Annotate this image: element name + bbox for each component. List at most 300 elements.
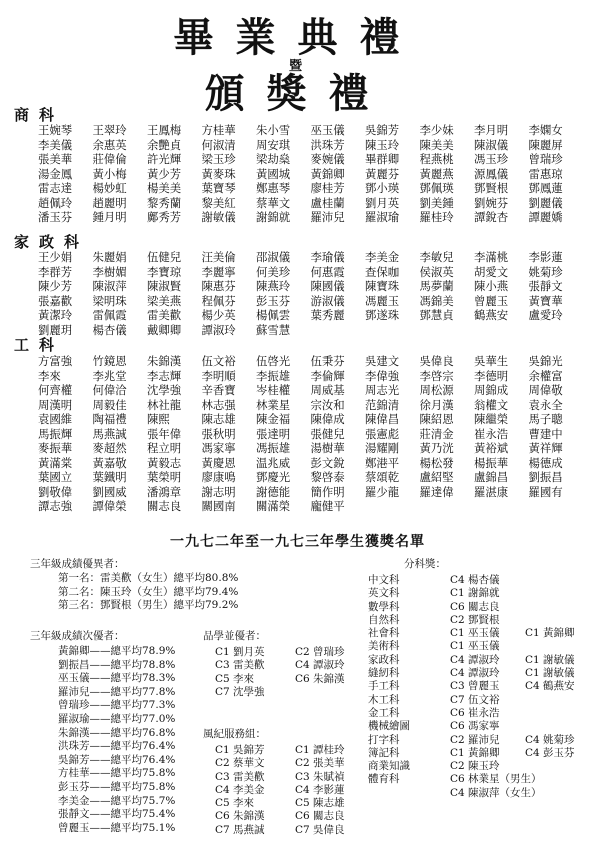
- student-name: 李滿桃: [474, 250, 509, 264]
- student-name: 張健兒: [310, 426, 345, 441]
- discipline-entry: C5 李來: [215, 797, 255, 810]
- student-name: 黃乃洸: [419, 441, 454, 455]
- student-name: 李嫻女: [528, 123, 563, 137]
- student-name: 張美華: [38, 152, 73, 166]
- subject-name: 體育科: [368, 773, 400, 786]
- student-name: 陳繼榮: [474, 412, 509, 426]
- student-name: 畢群卿: [365, 152, 400, 166]
- second-row: 曾瑞珍——總平均77.3%: [58, 699, 176, 712]
- student-name: 陳玉玲: [365, 137, 400, 152]
- student-name: 李麗寧: [201, 264, 236, 279]
- student-name: 葉秀麗: [310, 308, 345, 322]
- student-name: 關志良: [147, 499, 182, 513]
- student-name: 余惠英: [92, 137, 127, 152]
- conduct-entry: C6 朱錦漢: [295, 672, 345, 685]
- student-name: 馮麗玉: [365, 293, 400, 308]
- top3-text: 鄧賢根（男生）總平均79.2%: [100, 599, 239, 612]
- student-name: 湯耀剛: [365, 441, 400, 455]
- ceremony-title-conjunction: 暨: [289, 59, 303, 74]
- student-name: 馮振雄: [256, 441, 291, 455]
- student-name: 黃裕斌: [474, 441, 509, 455]
- student-name: 蔡華文: [256, 195, 291, 210]
- discipline-row: [215, 784, 375, 797]
- student-name: 潘玉芬: [38, 210, 73, 224]
- student-name: 岑桂權: [256, 383, 291, 397]
- student-name: 楊杏儀: [92, 322, 127, 337]
- student-name: 周錦成: [474, 383, 509, 397]
- discipline-entry: C2 張美華: [295, 757, 345, 770]
- second-list: [58, 645, 175, 835]
- student-name: 劉麗儀: [528, 195, 563, 210]
- subject-winner: C1 巫玉儀: [450, 640, 500, 653]
- student-name: 陳美美: [419, 137, 454, 152]
- student-name: 廖康鳴: [201, 470, 236, 484]
- student-name: 伍秉芬: [310, 354, 345, 368]
- student-name: 陳淑萍: [92, 279, 127, 293]
- discipline-entry: C1 譚桂玲: [295, 744, 345, 756]
- conduct-row: [215, 686, 375, 699]
- student-name: 李振雄: [256, 368, 291, 383]
- student-name: 譚麗嬌: [528, 210, 563, 224]
- student-name: 劉國威: [92, 484, 127, 499]
- subject-winner: C3 曾麗玉: [450, 680, 500, 693]
- student-name: 黃麗燕: [419, 166, 454, 181]
- subject-winner: C4 譚淑玲: [450, 667, 500, 680]
- student-name: 李樹媚: [92, 264, 127, 279]
- subject-name: 手工科: [368, 680, 400, 693]
- student-name: 李月明: [474, 123, 509, 137]
- discipline-entry: C3 雷美歡: [215, 770, 265, 783]
- subject-winner: C1 黃錦卿: [450, 746, 500, 759]
- student-name: 梁玉珍: [201, 152, 236, 166]
- student-name: 方桂華: [201, 123, 236, 137]
- student-name: 林業星: [256, 397, 291, 412]
- student-name: 盧紹堅: [419, 470, 454, 484]
- student-name: 盧錦昌: [474, 470, 509, 484]
- student-name: 吳偉良: [419, 354, 454, 368]
- student-name: 沈學強: [147, 383, 182, 397]
- subject-name: 美術科: [368, 640, 400, 653]
- student-name: 黃小梅: [92, 166, 127, 181]
- subject-row: [368, 773, 575, 786]
- subject-row: [368, 601, 575, 614]
- student-name: 張達明: [256, 426, 291, 441]
- discipline-row: [215, 797, 375, 810]
- second-label: 三年級成績次優者：: [30, 630, 125, 642]
- subject-name: 縫紉科: [368, 667, 400, 680]
- student-name: 鄧佩瑛: [419, 181, 454, 195]
- subject-row: [368, 574, 575, 587]
- student-name: 麥婉儀: [310, 152, 345, 166]
- student-name: 游淑儀: [310, 293, 345, 308]
- section-label-commerce: 商科: [14, 106, 65, 124]
- student-name: 黎啓泰: [310, 470, 345, 484]
- conduct-entry: C4 譚淑玲: [295, 659, 345, 672]
- student-name: 曾瑞珍: [528, 152, 563, 166]
- student-name: 李瑜儀: [310, 250, 345, 264]
- student-name: 黃麥珠: [201, 166, 236, 181]
- student-name: 龐健平: [310, 499, 345, 513]
- discipline-entry: C6 關志良: [295, 810, 345, 823]
- student-name: 梁劫燊: [256, 152, 291, 166]
- second-row: 張靜文——總平均75.4%: [58, 808, 176, 821]
- student-name: 劉美鍾: [419, 195, 454, 210]
- subject-label: 分科獎：: [404, 558, 446, 570]
- student-name: 雷美歡: [147, 308, 182, 322]
- student-name: 陳少芳: [38, 279, 73, 293]
- student-name: 林社龍: [147, 397, 182, 412]
- student-name: 鍾月明: [92, 210, 127, 224]
- student-name: 周志光: [365, 383, 400, 397]
- student-name: 謝志明: [201, 484, 236, 499]
- conduct-list: [215, 646, 375, 699]
- subject-row: [368, 707, 575, 720]
- student-name: 程佩芬: [201, 293, 236, 308]
- student-name: 黎秀蘭: [147, 195, 182, 210]
- subject-row: [368, 587, 575, 600]
- student-name: 陳偉成: [310, 412, 345, 426]
- student-name: 余權富: [528, 368, 563, 383]
- student-name: 劉婉芬: [474, 195, 509, 210]
- section-label-industry: 工科: [14, 336, 65, 354]
- discipline-entry: C4 李影蓮: [295, 783, 345, 796]
- student-name: 謝敏儀: [201, 210, 236, 224]
- student-name: 蔡頌乾: [365, 470, 400, 484]
- student-name: 程立明: [147, 441, 182, 455]
- student-name: 謝德能: [256, 484, 291, 499]
- student-name: 張靜文: [528, 279, 563, 293]
- student-name: 羅國有: [528, 484, 563, 499]
- subject-name: 家政科: [368, 653, 400, 666]
- student-name: 楊德成: [528, 455, 563, 470]
- student-name: 廖桂芳: [310, 181, 345, 195]
- student-name: 何惠霞: [310, 264, 345, 279]
- conduct-entry: C2 曾瑞珍: [295, 646, 345, 658]
- subject-row: [368, 667, 575, 680]
- top3-rank: 第三名：: [58, 599, 100, 612]
- subject-name: 簿記科: [368, 746, 400, 759]
- student-name: 劉麗玥: [38, 322, 73, 337]
- discipline-entry: C3 朱賦禎: [295, 770, 345, 783]
- student-name: 葉寶琴: [201, 181, 236, 195]
- discipline-entry: C1 吳錦芳: [215, 744, 265, 756]
- student-name: 黃滿棠: [38, 455, 73, 470]
- student-name: 張嘉歡: [38, 293, 73, 308]
- student-name: 李倫輝: [310, 368, 345, 383]
- second-row: 巫玉儀——總平均78.3%: [58, 672, 176, 685]
- student-name: 楊少英: [201, 308, 236, 322]
- student-name: 潘鴻章: [147, 484, 182, 499]
- student-name: 李啓宗: [419, 368, 454, 383]
- student-name: 盧愛玲: [528, 308, 563, 322]
- subject-winner: C4 楊杏儀: [450, 574, 500, 586]
- student-name: 林志强: [201, 397, 236, 412]
- student-name: 張秋明: [201, 426, 236, 441]
- student-name: 何偉洽: [92, 383, 127, 397]
- student-name: 陳國儀: [310, 279, 345, 293]
- student-name: 張憲彪: [365, 426, 400, 441]
- ceremony-title-graduation: 畢業典禮: [173, 14, 422, 61]
- student-name: 李志輝: [147, 368, 182, 383]
- student-name: 黃錦卿: [310, 166, 345, 181]
- top3-row: [58, 572, 238, 586]
- student-name: 梁美燕: [147, 293, 182, 308]
- student-name: 朱麗娟: [92, 250, 127, 264]
- subject-winner: C1 謝錦就: [450, 587, 500, 600]
- student-name: 梁明珠: [92, 293, 127, 308]
- student-name: 麥振華: [38, 441, 73, 455]
- student-name: 鄧小瑛: [365, 181, 400, 195]
- student-name: 鄧慶光: [256, 470, 291, 484]
- student-name: 葉國立: [38, 470, 73, 484]
- student-name: 李群芳: [38, 264, 73, 279]
- subject-name: 機械繪圖: [368, 720, 410, 733]
- student-name: 陳燕玲: [256, 279, 291, 293]
- student-name: 羅達偉: [419, 484, 454, 499]
- student-name: 源鳳儀: [474, 166, 509, 181]
- student-name: 伍健兒: [147, 250, 182, 264]
- student-name: 周松源: [419, 383, 454, 397]
- student-name: 陳麗屏: [528, 137, 563, 152]
- student-name: 程燕桃: [419, 152, 454, 166]
- student-name: 李兆堂: [92, 368, 127, 383]
- subject-row: [368, 720, 575, 733]
- student-name: 汪美倫: [201, 250, 236, 264]
- student-name: 胡愛文: [474, 264, 509, 279]
- student-name: 馬振輝: [38, 426, 73, 441]
- student-name: 黃慶恩: [201, 455, 236, 470]
- student-name: 關國南: [201, 499, 236, 513]
- student-name: 何齊權: [38, 383, 73, 397]
- student-name: 陳熙: [147, 412, 170, 426]
- student-name: 雷志達: [38, 181, 73, 195]
- student-name: 伍文裕: [201, 354, 236, 368]
- subject-row: [368, 787, 575, 800]
- student-name: 馮家寧: [201, 441, 236, 455]
- student-name: 曹建中: [528, 426, 563, 441]
- student-name: 李美儀: [38, 137, 73, 152]
- discipline-entry: C7 馬燕誠: [215, 823, 265, 836]
- discipline-row: [215, 824, 375, 837]
- student-name: 周偉敬: [528, 383, 563, 397]
- student-name: 黃麗芬: [365, 166, 400, 181]
- subject-row: [368, 627, 575, 640]
- student-name: 楊妙虹: [92, 181, 127, 195]
- student-name: 陳淑儀: [474, 137, 509, 152]
- subject-row: [368, 654, 575, 667]
- student-name: 馬燕誠: [92, 426, 127, 441]
- student-name: 李影蓮: [528, 250, 563, 264]
- student-name: 陳偉昌: [365, 412, 400, 426]
- discipline-row: [215, 810, 375, 823]
- subject-name: 中文科: [368, 574, 400, 586]
- subject-winner: C7 伍文裕: [450, 693, 500, 706]
- student-name: 湯金鳳: [38, 166, 73, 181]
- student-name: 鄧遂珠: [365, 308, 400, 322]
- discipline-row: [215, 757, 375, 770]
- subject-winner: C2 羅沛兒: [450, 733, 500, 746]
- student-name: 許光輝: [147, 152, 182, 166]
- student-name: 鄧鳳蓮: [528, 181, 563, 195]
- top3-list: [58, 572, 238, 613]
- student-name: 馮錦美: [419, 293, 454, 308]
- conduct-entry: C3 雷美歡: [215, 659, 265, 672]
- name-grid-industry: [38, 354, 583, 514]
- student-name: 羅淑瑜: [365, 210, 400, 224]
- subject-row: [368, 694, 575, 707]
- student-name: 李德明: [474, 368, 509, 383]
- student-name: 竹鏡恩: [92, 354, 127, 368]
- student-name: 麥超然: [92, 441, 127, 455]
- discipline-row: [215, 771, 375, 784]
- student-name: 馬子聰: [528, 412, 563, 426]
- student-name: 鄧慧貞: [419, 308, 454, 322]
- subject-row: [368, 747, 575, 760]
- name-grid-commerce: [38, 123, 583, 225]
- student-name: 范錦清: [365, 397, 400, 412]
- second-row: 羅沛兒——總平均77.8%: [58, 685, 176, 698]
- student-name: 宗汝和: [310, 397, 345, 412]
- second-row: 朱錦漢——總平均76.8%: [58, 726, 176, 739]
- discipline-entry: C6 朱錦漢: [215, 810, 265, 823]
- student-name: 鄭惠琴: [256, 181, 291, 195]
- student-name: 張年偉: [147, 426, 182, 441]
- student-name: 吳錦光: [528, 354, 563, 368]
- student-name: 陳小燕: [474, 279, 509, 293]
- second-row: 黃錦卿——總平均78.9%: [58, 645, 176, 657]
- student-name: 莊清金: [419, 426, 454, 441]
- student-name: 黎美紅: [201, 195, 236, 210]
- conduct-row: [215, 673, 375, 686]
- top3-text: 陳玉玲（女生）總平均79.4%: [100, 585, 239, 598]
- second-row: 李美金——總平均75.7%: [58, 794, 176, 807]
- conduct-entry: C7 沈學強: [215, 685, 265, 698]
- student-name: 楊美美: [147, 181, 182, 195]
- student-name: 鄭港平: [365, 455, 400, 470]
- second-row: 洪珠芳——總平均76.4%: [58, 740, 176, 753]
- subject-winner: C6 崔永浩: [450, 706, 500, 719]
- student-name: 趙麗明: [92, 195, 127, 210]
- student-name: 余艷貞: [147, 137, 182, 152]
- ceremony-title-prize: 頒獎禮: [204, 70, 391, 117]
- second-row: 彭玉芬——總平均75.8%: [58, 780, 176, 793]
- subject-winner: C2 陳玉玲: [450, 760, 500, 773]
- second-row: 方桂華——總平均75.8%: [58, 767, 176, 780]
- subject-winner: C4 譚淑玲: [450, 653, 500, 666]
- student-name: 黃毅志: [147, 455, 182, 470]
- student-name: 徐月漢: [419, 397, 454, 412]
- student-name: 楊佩雲: [256, 308, 291, 322]
- student-name: 陶福禮: [92, 412, 127, 426]
- second-row: 劉振昌——總平均78.8%: [58, 658, 176, 671]
- student-name: 黃嘉敬: [92, 455, 127, 470]
- discipline-label: 風紀服務組：: [203, 728, 266, 740]
- student-name: 翁權文: [474, 397, 509, 412]
- discipline-list: [215, 744, 375, 837]
- subject-winner: C6 關志良: [450, 600, 500, 613]
- subject-row: [368, 760, 575, 773]
- subject-name: 自然科: [368, 613, 400, 626]
- student-name: 侯淑英: [419, 264, 454, 279]
- student-name: 伍啓光: [256, 354, 291, 368]
- student-name: 陳志雄: [201, 412, 236, 426]
- student-name: 何淑清: [201, 137, 236, 152]
- student-name: 吳華生: [474, 354, 509, 368]
- student-name: 黃潔玲: [38, 308, 73, 322]
- subject-winner-2: C4 鶴燕安: [525, 680, 575, 693]
- subject-name: 數學科: [368, 600, 400, 613]
- discipline-entry: C5 陳志雄: [295, 797, 345, 810]
- name-grid-domestic: [38, 250, 583, 337]
- subject-winner-2: C1 黃錦卿: [525, 627, 575, 640]
- second-row: 吳錦芳——總平均76.4%: [58, 753, 176, 766]
- student-name: 李偉強: [365, 368, 400, 383]
- student-name: 譚志強: [38, 499, 73, 513]
- top3-row: [58, 599, 238, 613]
- student-name: 姚菊珍: [528, 264, 563, 279]
- student-name: 袁國維: [38, 412, 73, 426]
- student-name: 雷佩霞: [92, 308, 127, 322]
- student-name: 邵淑儀: [256, 250, 291, 264]
- subject-winner-2: C4 彭玉芬: [525, 746, 575, 759]
- subject-name: 英文科: [368, 587, 400, 600]
- student-name: 辛香寶: [201, 383, 236, 397]
- conduct-entry: C1 劉月英: [215, 646, 265, 658]
- second-row: 羅淑瑜——總平均77.0%: [58, 712, 176, 725]
- discipline-entry: C4 李美金: [215, 783, 265, 796]
- top3-rank: 第二名：: [58, 585, 100, 598]
- subject-name: 商業知識: [368, 760, 410, 773]
- student-name: 楊松發: [419, 455, 454, 470]
- discipline-row: [215, 744, 375, 757]
- subject-winner-2: C1 謝敏儀: [525, 667, 575, 680]
- second-row: 曾麗玉——總平均75.1%: [58, 821, 176, 834]
- subject-row: [368, 640, 575, 653]
- student-name: 關滿榮: [256, 499, 291, 513]
- student-name: 盧桂蘭: [310, 195, 345, 210]
- student-name: 葉鐵明: [92, 470, 127, 484]
- student-name: 葉榮明: [147, 470, 182, 484]
- student-name: 何美珍: [256, 264, 291, 279]
- top3-text: 雷美歡（女生）總平均80.8%: [100, 572, 239, 584]
- student-name: 羅桂玲: [419, 210, 454, 224]
- student-name: 周安琪: [256, 137, 291, 152]
- student-name: 蘇雪慧: [256, 322, 291, 337]
- discipline-entry: C7 吳偉良: [295, 823, 345, 836]
- student-name: 謝錦就: [256, 210, 291, 224]
- student-name: 王翠玲: [92, 123, 127, 137]
- subject-winner: C2 鄧賢根: [450, 613, 500, 626]
- student-name: 周毅佳: [92, 397, 127, 412]
- student-name: 莊偉倫: [92, 152, 127, 166]
- student-name: 羅湛康: [474, 484, 509, 499]
- student-name: 朱錦漢: [147, 354, 182, 368]
- subject-winner: C6 林業星（男生）: [450, 773, 542, 786]
- student-name: 吳錦芳: [365, 123, 400, 137]
- student-name: 李少妹: [419, 123, 454, 137]
- student-name: 彭玉芬: [256, 293, 291, 308]
- student-name: 李來: [38, 368, 61, 383]
- student-name: 簡作明: [310, 484, 345, 499]
- student-name: 羅沛兒: [310, 210, 345, 224]
- subject-winner: C6 馮家寧: [450, 720, 500, 733]
- subject-name: 打字科: [368, 733, 400, 746]
- student-name: 黃寶華: [528, 293, 563, 308]
- student-name: 李美金: [365, 250, 400, 264]
- student-name: 彭文銳: [310, 455, 345, 470]
- student-name: 譚銳杏: [474, 210, 509, 224]
- top3-label: 三年級成績優異者：: [30, 558, 125, 570]
